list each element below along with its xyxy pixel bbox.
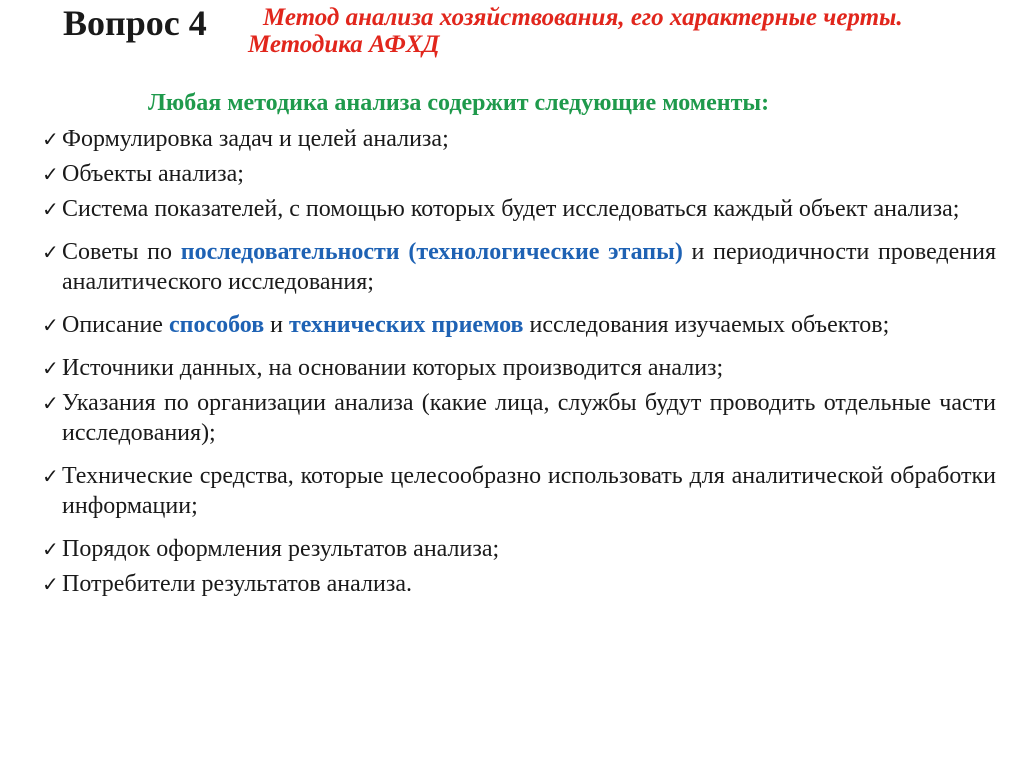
list-item: [42, 194, 996, 224]
check-icon: ✓: [42, 574, 59, 596]
intro-heading: Любая методика анализа содержит следующие моменты:: [148, 90, 770, 116]
list-item: [42, 461, 996, 521]
list-item: [42, 124, 996, 154]
list-item-text: Система показателей, с помощью которых будет исследоваться каждый объект анализа;: [62, 196, 960, 222]
list-item-text: Потребители результатов анализа.: [62, 571, 412, 597]
check-icon: ✓: [42, 315, 59, 337]
list-item: [42, 569, 996, 599]
question-title-line1: Метод анализа хозяйствования, его характерные черты.: [263, 4, 903, 31]
check-icon: ✓: [42, 539, 59, 561]
question-title: [248, 4, 1018, 58]
list-item-text: Советы по последовательности (технологические этапы) и периодичности проведения аналитического исследования;: [62, 239, 996, 295]
list-item: [42, 353, 996, 383]
list-item: [42, 310, 996, 340]
list-item-text: Технические средства, которые целесообразно использовать для аналитической обработки информации;: [62, 463, 996, 519]
list-item-text: Формулировка задач и целей анализа;: [62, 126, 449, 152]
check-icon: ✓: [42, 393, 59, 415]
highlight-methods: способов: [168, 312, 265, 338]
list-item: [42, 534, 996, 564]
check-icon: ✓: [42, 164, 59, 186]
list-item-text: Описание способов и технических приемов исследования изучаемых объектов;: [62, 312, 890, 338]
check-icon: ✓: [42, 466, 59, 488]
methodology-list: [42, 124, 996, 599]
check-icon: ✓: [42, 129, 59, 151]
question-title-line2: Методика АФХД: [248, 31, 440, 58]
list-item-text: Источники данных, на основании которых производится анализ;: [62, 355, 724, 381]
question-number: Вопрос 4: [63, 3, 207, 43]
list-item-text: Объекты анализа;: [62, 161, 244, 187]
list-item: [42, 237, 996, 297]
check-icon: ✓: [42, 358, 59, 380]
check-icon: ✓: [42, 199, 59, 221]
list-item-text: Указания по организации анализа (какие лица, службы будут проводить отдельные части исследования);: [62, 390, 996, 446]
highlight-techniques: технических приемов: [289, 312, 524, 338]
slide-header: [0, 0, 1024, 90]
check-icon: ✓: [42, 242, 59, 264]
list-item: [42, 159, 996, 189]
highlight-sequence: последовательности (технологические этапы): [180, 239, 683, 265]
list-item-text: Порядок оформления результатов анализа;: [62, 536, 500, 562]
list-item: [42, 388, 996, 448]
